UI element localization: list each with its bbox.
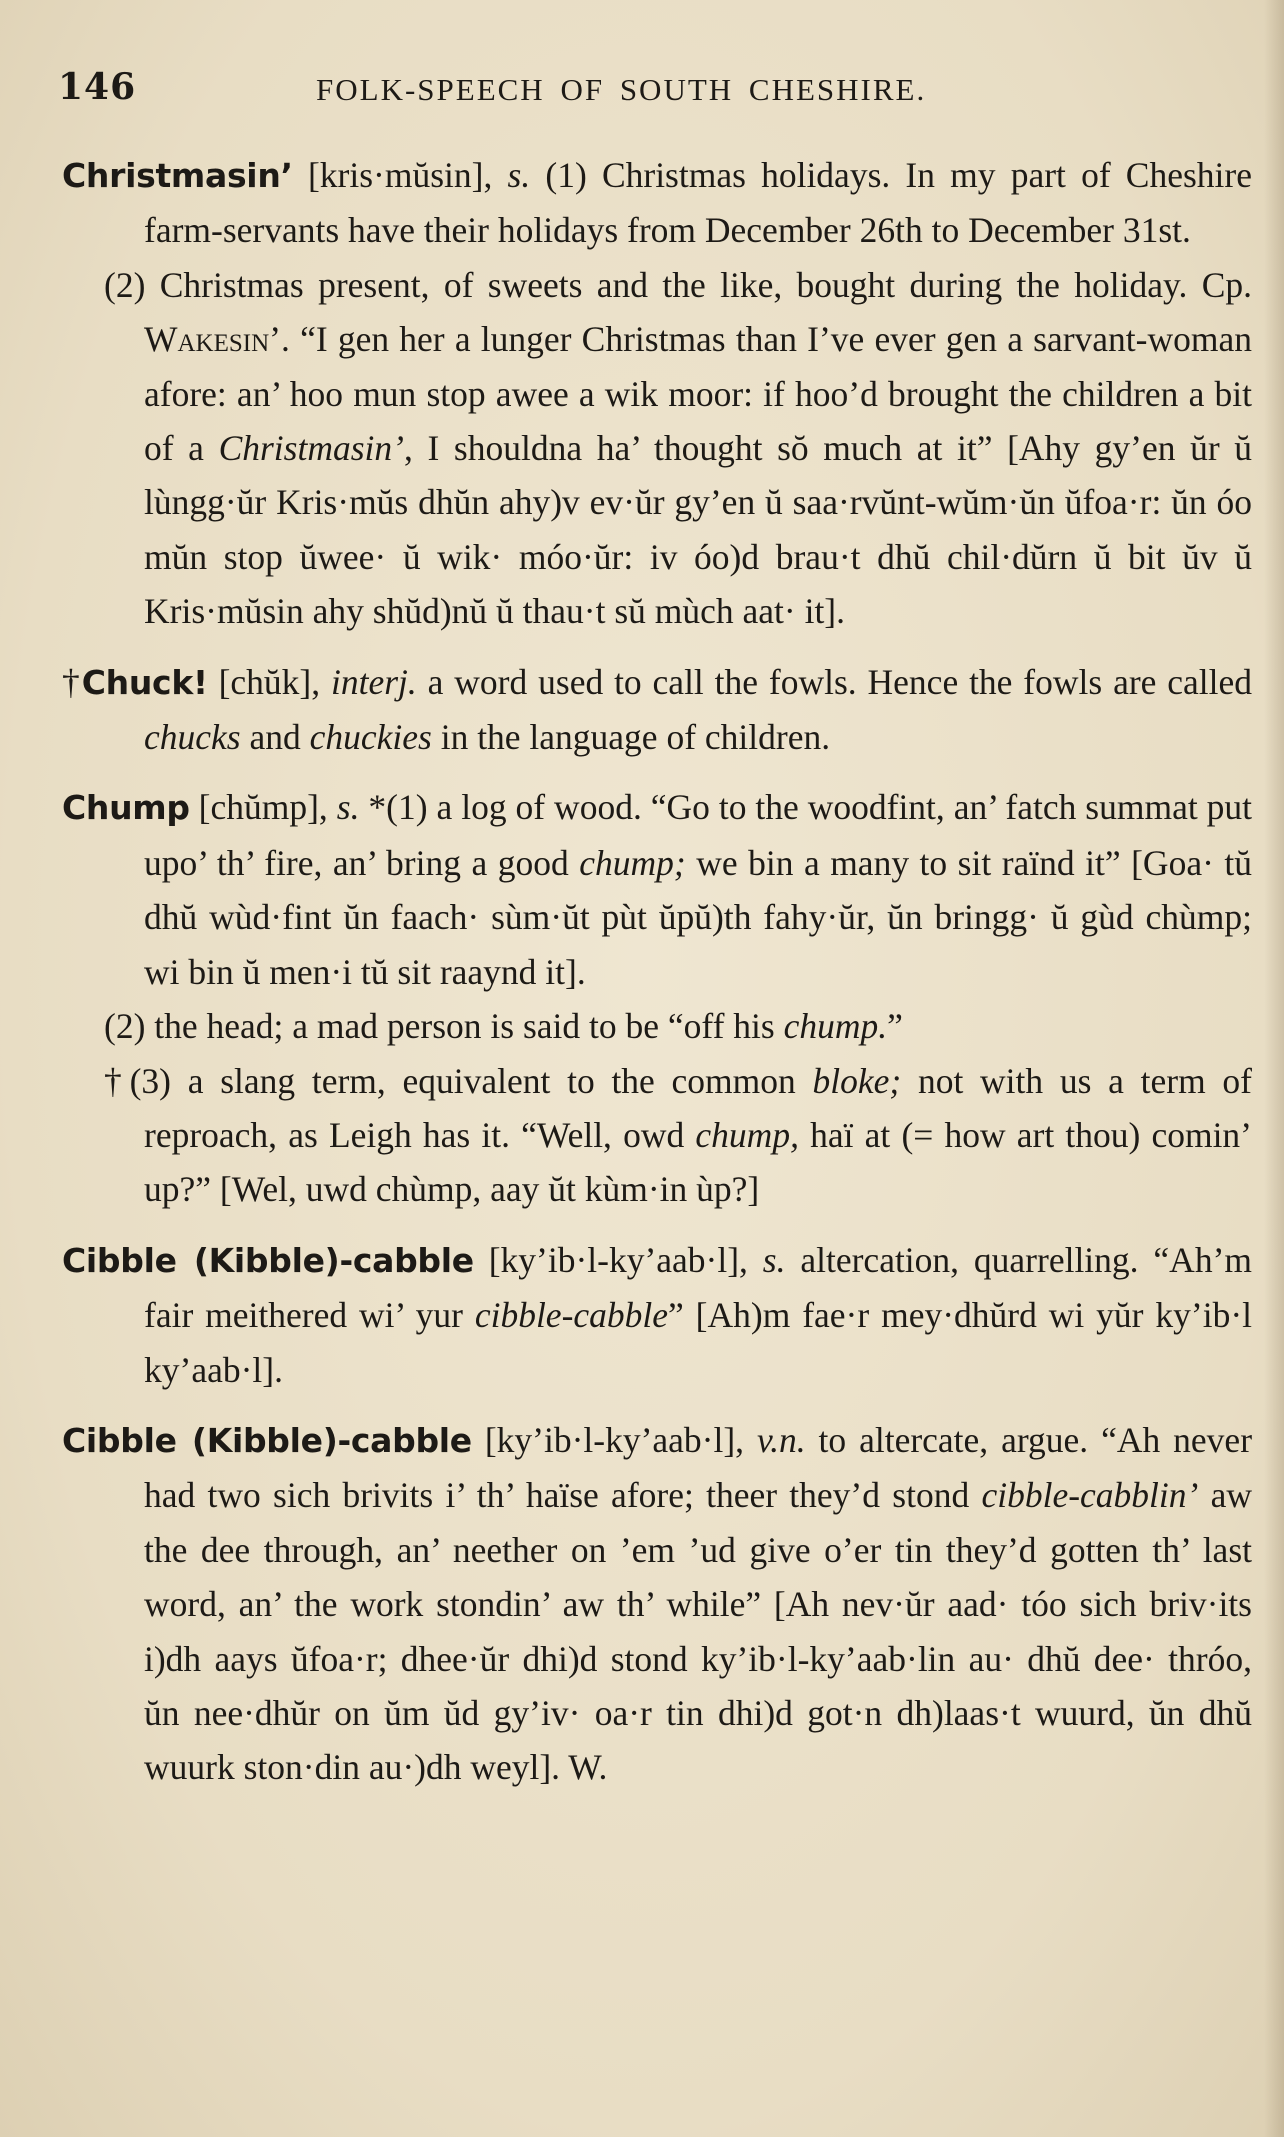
- part-of-speech: s.: [507, 155, 531, 195]
- sense-1-word: chump;: [579, 842, 686, 883]
- cross-reference: Wakesin’: [144, 319, 281, 360]
- conjunction: and: [249, 717, 301, 758]
- headword: Cibble (Kibble)-cabble: [62, 1240, 474, 1280]
- sense-2-word: chump.: [783, 1006, 888, 1047]
- entry-cibble-cabble-verb: [62, 1413, 1252, 1795]
- sense-2-end: ”: [887, 1006, 903, 1047]
- term-chuckies: chuckies: [309, 717, 432, 758]
- entry-rest: ” [Ah)m fae·r mey·dhŭrd wi yŭr ky’ib·l ky’aab·l].: [144, 1295, 1253, 1390]
- sense-2: [104, 258, 1252, 639]
- gloss: altercation, quarrelling. “Ah’m fair meithered wi’ yur: [144, 1239, 1252, 1336]
- gloss-end: in the language of children.: [440, 717, 831, 758]
- page-edge-shadow: [1264, 0, 1284, 2137]
- sense-3-rest: haï at (= how art thou) comin’ up?” [Wel, uwd chùmp, aay ŭt kùm·in ùp?]: [144, 1114, 1253, 1210]
- sense-2-text: (2) the head; a mad person is said to be “off his: [104, 1006, 775, 1047]
- sense-1-rest: we bin a many to sit raïnd it” [Goa· tŭ dhŭ wùd·fint ŭn faach· sùm·ŭt pùt ŭpŭ)th fahy·ŭr, ŭn bringg· ŭ gùd chùmp; wi bin ŭ men·i tŭ sit raaynd it].: [144, 842, 1253, 992]
- signature: W.: [568, 1747, 608, 1788]
- term-chucks: chucks: [144, 717, 241, 758]
- entry-chump-sense-3: [62, 1054, 1252, 1217]
- sense-3: [104, 1054, 1253, 1217]
- entry-chump-sense-2: [62, 999, 1252, 1053]
- entry-christmasin-sense-2: [62, 258, 1252, 639]
- quote-word: cibble-cabble: [474, 1295, 669, 1336]
- running-title: FOLK-SPEECH OF SOUTH CHESHIRE.: [316, 72, 927, 107]
- pronunciation: [kris·mŭsin],: [307, 155, 493, 195]
- quote-part-b: , I shouldna ha’ thought sŏ much at it”: [403, 428, 993, 469]
- headword: Chuck!: [81, 662, 208, 702]
- pronunciation: [chŭk],: [218, 661, 321, 702]
- running-head: [58, 66, 1226, 118]
- entry-chump: [62, 780, 1252, 999]
- sense-2-intro: (2) Christmas present, of sweets and the like, bought during the holiday. Cp.: [104, 264, 1252, 305]
- quote-part-a: . “I gen her a lunger Christmas than I’ve ever gen a sarvant-woman afore: an’ hoo mun stop awee a wik moor: if hoo’d brought the children a bit of a: [144, 319, 1252, 469]
- headword: Chump: [62, 788, 190, 828]
- sense-3-word-2: chump,: [695, 1114, 799, 1155]
- headword: Cibble (Kibble)-cabble: [62, 1420, 472, 1460]
- sense-3-mid: not with us a term of reproach, as Leigh has it. “Well, owd: [144, 1060, 1253, 1155]
- part-of-speech: s.: [762, 1239, 786, 1280]
- dagger-mark: †: [62, 661, 82, 702]
- quote-word: cibble-cabblin’: [981, 1475, 1199, 1516]
- entry-rest: aw the dee through, an’ neether on ’em ’ud give o’er tin they’d gotten th’ last word, an’ the work stondin’ aw th’ while” [Ah nev·ŭr aad· tóo sich briv·its i)dh aays ŭfoa·r; dhee·ŭr dhi)d stond ky’ib·l-ky’aab·lin au· dhŭ dee· thróo, ŭn nee·dhŭr on ŭm ŭd gy’iv· oa·r tin dhi)d got·n dh)laas·t wuurd, ŭn dhŭ wuurk ston·din au·)dh weyl].: [144, 1475, 1253, 1788]
- part-of-speech: interj.: [331, 661, 417, 702]
- page-number: 146: [58, 66, 137, 108]
- entry-chuck: [62, 655, 1252, 765]
- phonetic-transcription: [Ahy gy’en ŭr ŭ lùngg·ŭr Kris·mŭs dhŭn ahy)v ev·ŭr gy’en ŭ saa·rvŭnt-wŭm·ŭn ŭfoa·r: ŭn óo mŭn stop ŭwee· ŭ wik· móo·ŭr: iv óo)d brau·t dhŭ chil·dŭrn ŭ bit ŭv ŭ Kris·mŭsin ahy shŭd)nŭ ŭ thau·t sŭ mùch aat· it].: [144, 428, 1252, 632]
- pronunciation: [ky’ib·l-ky’aab·l],: [488, 1239, 748, 1280]
- quote-word: Christmasin’: [218, 428, 404, 469]
- sense-3-word: bloke;: [812, 1060, 902, 1101]
- entry-christmasin: [62, 148, 1252, 258]
- pronunciation: [chŭmp],: [198, 787, 328, 828]
- pronunciation: [ky’ib·l-ky’aab·l],: [484, 1419, 745, 1460]
- entry-cibble-cabble-noun: [62, 1233, 1252, 1397]
- sense-3-text: †(3) a slang term, equivalent to the common: [104, 1060, 796, 1101]
- sense-1-intro: *(1) a log of wood. “Go to the woodfint, an’ fatch summat put upo’ th’ fire, an’ bring a good: [144, 787, 1253, 883]
- part-of-speech: s.: [336, 787, 360, 828]
- gloss: to altercate, argue. “Ah never had two sich brivits i’ th’ haïse afore; theer they’d stond: [144, 1419, 1253, 1516]
- sense-1: (1) Christmas holidays. In my part of Cheshire farm-servants have their holidays from December 26th to December 31st.: [144, 155, 1252, 251]
- headword: Christmasin’: [62, 156, 293, 195]
- dictionary-content: [62, 148, 1252, 1811]
- part-of-speech: v.n.: [756, 1419, 806, 1460]
- sense-2: [104, 999, 1252, 1053]
- gloss: a word used to call the fowls. Hence the fowls are called: [427, 661, 1253, 702]
